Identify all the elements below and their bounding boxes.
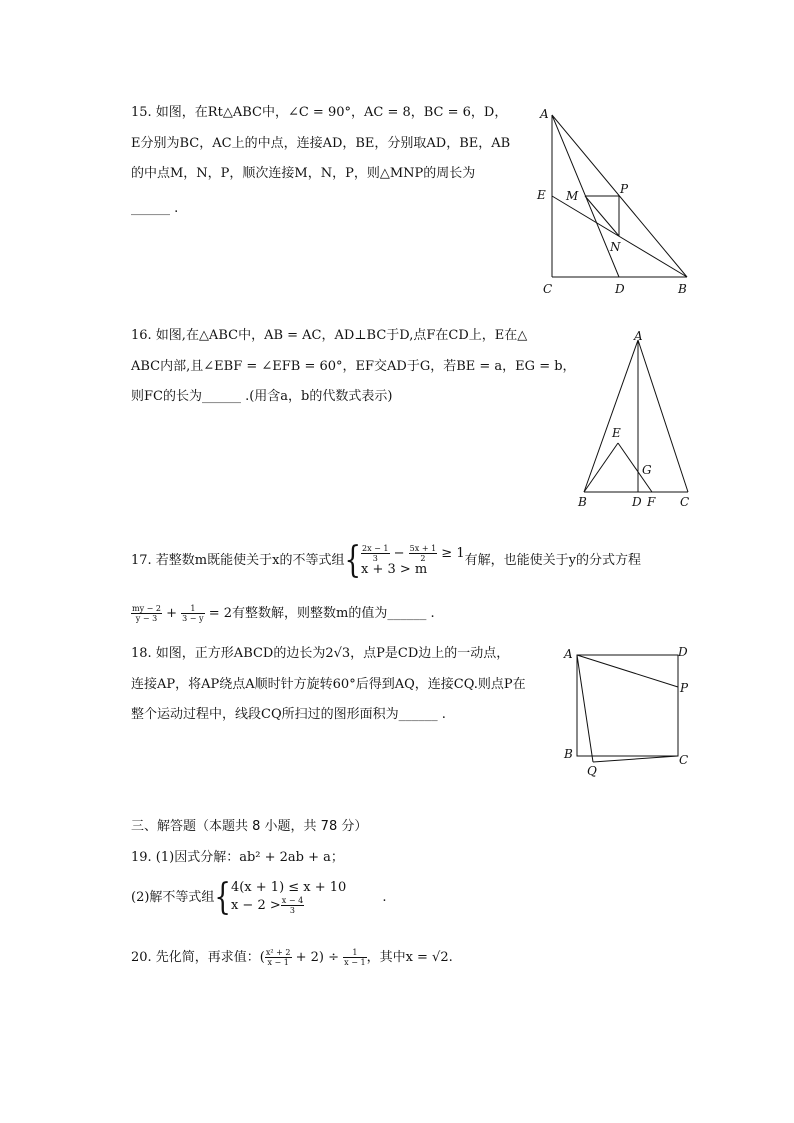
q20-frac-2: $\frac{1}{x - 1}$ [344,948,366,967]
q18-figure [560,642,700,782]
q15-label-A: A [540,107,549,121]
q16-line-2: ABC内部,且∠EBF = ∠EFB = 60°，EF交AD于G，若BE = a，EG = b， [131,359,576,374]
q18-square-ABCD [577,655,678,756]
q16-label-A: A [634,329,643,343]
q15-label-B: B [678,282,687,296]
q19-ineq-2: x − 2 > $\frac{x - 4}{3}$ [230,896,304,915]
q18-label-D: D [678,645,688,659]
q16-label-C: C [680,495,690,509]
q15-label-C: C [543,282,553,296]
q17-brace: { [344,539,362,582]
q16-seg-AB [584,340,638,492]
q16-figure [572,328,697,513]
section-3-heading: 三、解答题（本题共 8 小题，共 78 分） [131,819,368,834]
q17-ineq-1: $\frac{2x - 1}{3}$ − $\frac{5x + 1}{2}$ ≥ 1 [362,544,465,563]
q19-system [231,880,346,915]
q16-label-G: G [642,463,652,477]
q17-line-2: $\frac{my - 2}{y - 3}$ + $\frac{1}{3 - y}$ = 2有整数解，则整数m的值为______ . [132,604,435,623]
q15-label-E: E [537,188,546,202]
q15-line-1: 15. 如图，在Rt△ABC中，∠C = 90°，AC = 8，BC = 6，D， [131,105,508,120]
q15-label-P: P [620,182,629,196]
q18-label-B: B [564,747,573,761]
q17-frac-4: $\frac{1}{3 - y}$ [182,604,204,623]
q19-ineq-1: 4(x + 1) ≤ x + 10 [230,880,347,895]
q18-line-1: 18. 如图，正方形ABCD的边长为2√3，点P是CD边上的一动点， [131,646,510,661]
q17-frac-2: $\frac{5x + 1}{2}$ [409,544,437,563]
q15-label-D: D [615,282,625,296]
q17-ineq-2: x + 3 > m [361,562,428,577]
q18-seg-AQ [577,655,593,762]
q18-seg-AP [577,655,678,687]
q19-end: . [382,890,387,905]
q15-figure [535,105,705,305]
q15-line-2: E分别为BC，AC上的中点，连接AD，BE，分别取AD，BE，AB [131,136,511,151]
q19-line-1: 19. (1)因式分解：ab² + 2ab + a； [131,850,344,865]
q17-frac-1: $\frac{2x - 1}{3}$ [362,544,389,563]
q16-seg-BE [584,443,618,492]
q15-seg-MN [585,196,619,236]
q18-seg-QC [593,756,678,762]
q17-frac-3: $\frac{my - 2}{y - 3}$ [132,604,161,623]
q19-line-2 [131,878,386,918]
q18-line-2: 连接AP，将AP绕点A顺时针方旋转60°后得到AQ，连接CQ.则点P在 [131,677,526,692]
q15-line-3: 的中点M，N，P，顺次连接M，N，P，则△MNP的周长为 [131,166,476,181]
q19-prefix: (2)解不等式组 [131,890,215,905]
q16-label-E: E [612,426,621,440]
q17-prefix: 17. 若整数m既能使关于x的不等式组 [131,553,345,568]
q17-system [361,544,465,577]
q15-answer-blank: ______ . [131,201,179,216]
q17-line-1 [131,540,641,582]
q15-label-M: M [566,189,579,203]
q19-brace: { [214,876,231,919]
q18-label-A: A [564,647,573,661]
q17-suffix: 有解，也能使关于y的分式方程 [464,553,641,568]
q16-label-F: F [647,495,656,509]
q16-line-1: 16. 如图,在△ABC中，AB = AC，AD⊥BC于D,点F在CD上，E在△ [131,328,528,343]
q18-line-3: 整个运动过程中，线段CQ所扫过的图形面积为______ . [131,707,446,722]
q18-label-P: P [680,681,689,695]
q18-label-Q: Q [587,764,597,778]
q20-line-1: 20. 先化简，再求值：( $\frac{\text{x² + 2}}{x - 1}$ + 2) ÷ $\frac{1}{x - 1}$ ，其中x = √2. [131,948,453,967]
q16-label-D: D [632,495,642,509]
q16-label-B: B [578,495,587,509]
q16-line-3: 则FC的长为______ .(用含a，b的代数式表示) [131,389,393,404]
q19-frac: $\frac{x - 4}{3}$ [281,896,304,915]
q17-tail: = 2有整数解，则整数m的值为______ . [204,606,435,621]
q15-label-N: N [610,240,621,254]
q18-label-C: C [679,753,689,767]
q20-frac-1: $\frac{\text{x² + 2}}{x - 1}$ [265,948,291,967]
